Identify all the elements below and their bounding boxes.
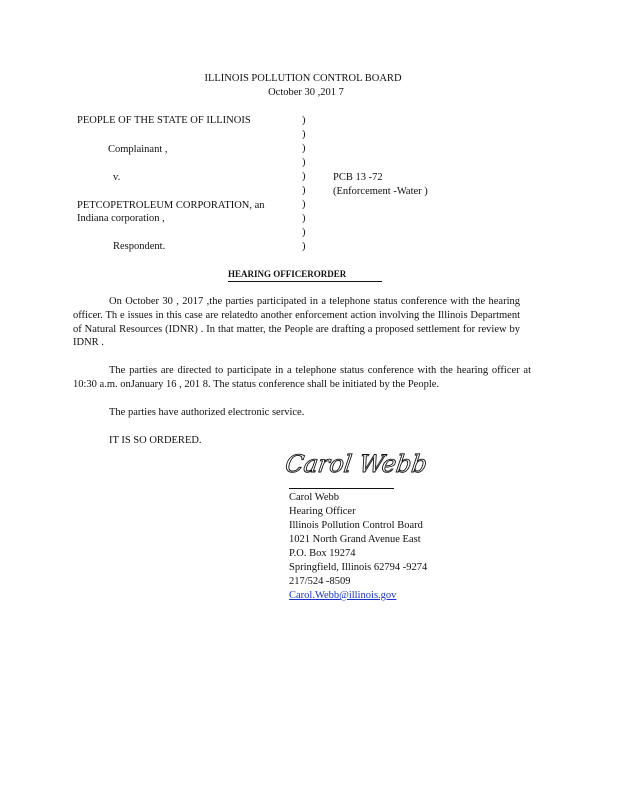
paren: ) xyxy=(302,185,306,196)
signer-name: Carol Webb xyxy=(289,492,339,503)
caption-paren-column xyxy=(302,114,306,254)
caption-respondent-desc: Indiana corporation , xyxy=(77,213,165,224)
case-number: PCB 13 -72 xyxy=(333,172,383,183)
signer-city: Springfield, Illinois 62794 -9274 xyxy=(289,562,428,573)
document-date: October 30 ,201 7 xyxy=(268,87,344,98)
caption-respondent-name: PETCOPETROLEUM CORPORATION, an xyxy=(77,200,265,211)
paragraph-2: The parties are directed to participate in a telephone status conference with the hearing officer at 10:30 a.m. onJanuary 16 , 201 8. The status conference shall be initiated by the People. xyxy=(73,365,531,390)
caption-respondent: Respondent. xyxy=(113,241,166,252)
paren: ) xyxy=(302,157,306,168)
paren: ) xyxy=(302,199,306,210)
signer-org: Illinois Pollution Control Board xyxy=(289,520,423,531)
caption-people: PEOPLE OF THE STATE OF ILLINOIS xyxy=(77,115,251,126)
paren: ) xyxy=(302,241,306,252)
order-title: HEARING OFFICERORDER xyxy=(228,268,382,282)
paren: ) xyxy=(302,115,306,126)
handwritten-signature xyxy=(283,446,429,482)
paren: ) xyxy=(302,129,306,140)
signature-line xyxy=(289,488,394,489)
signer-street: 1021 North Grand Avenue East xyxy=(289,534,421,545)
paren: ) xyxy=(302,143,306,154)
paragraph-3: The parties have authorized electronic service. xyxy=(109,407,305,418)
caption-complainant: Complainant , xyxy=(108,144,168,155)
signer-email-link[interactable]: Carol.Webb@illinois.gov xyxy=(289,590,397,601)
caption-versus: v. xyxy=(113,172,121,183)
paragraph-1: On October 30 , 2017 ,the parties participated in a telephone status conference with the hearing officer. Th e issues in this case are relatedto another enforcement action involving the Illinois Department of Natural Resources (IDNR) . In that matter, the People are drafting a proposed settlement for review by IDNR . xyxy=(73,296,520,349)
signer-po-box: P.O. Box 19274 xyxy=(289,548,356,559)
paragraph-4: IT IS SO ORDERED. xyxy=(109,435,202,446)
paren: ) xyxy=(302,171,306,182)
signature-script: Carol Webb xyxy=(283,450,429,478)
agency-heading: ILLINOIS POLLUTION CONTROL BOARD xyxy=(204,73,402,84)
paren: ) xyxy=(302,227,306,238)
case-type: (Enforcement -Water ) xyxy=(333,186,428,197)
paren: ) xyxy=(302,213,306,224)
signer-phone: 217/524 -8509 xyxy=(289,576,351,587)
signer-title: Hearing Officer xyxy=(289,506,356,517)
